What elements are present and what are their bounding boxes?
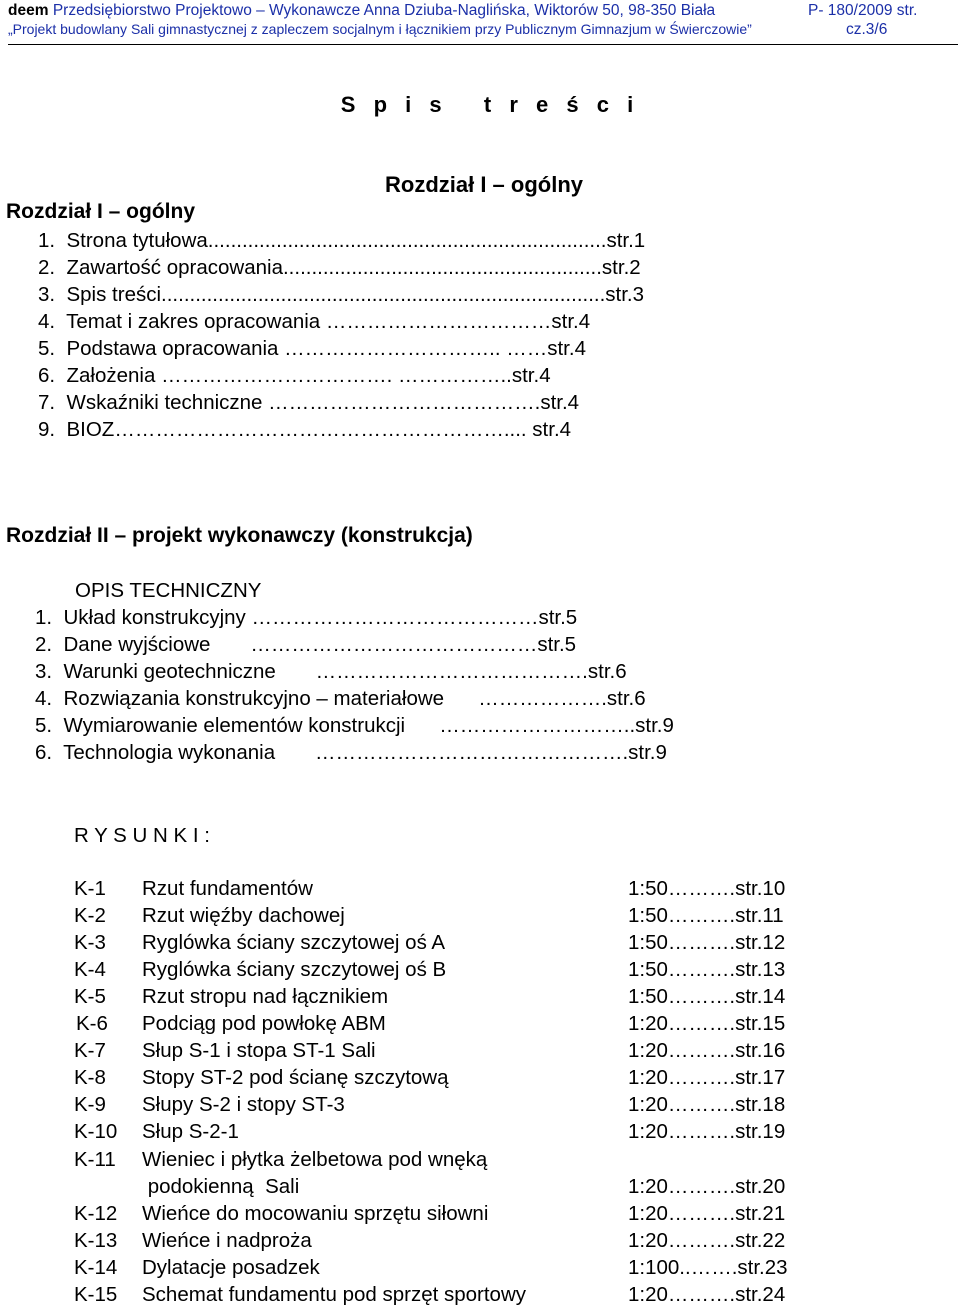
drawing-name: Rzut więźby dachowej xyxy=(142,904,345,927)
drawing-code: K-13 xyxy=(74,1229,118,1252)
chapter2-heading: Rozdział II – projekt wykonawczy (konstrukcja) xyxy=(6,524,473,547)
drawing-name: Słup S-2-1 xyxy=(142,1120,239,1143)
header-company xyxy=(8,2,715,20)
drawing-code: K-12 xyxy=(74,1202,118,1225)
drawing-scale-page: 1:20……….str.17 xyxy=(628,1066,786,1089)
drawing-scale-page: 1:50……….str.12 xyxy=(628,931,786,954)
drawing-name: Ryglówka ściany szczytowej oś A xyxy=(142,931,446,954)
project-number: P- 180/2009 str. xyxy=(808,2,918,19)
toc-item: 4. Rozwiązania konstrukcyjno – materiałowe ……………….str.6 xyxy=(35,687,646,710)
toc-item: 6. Założenia ……………………………. ……………..str.4 xyxy=(38,364,551,387)
drawing-code: K-11 xyxy=(74,1148,116,1171)
drawing-code: K-4 xyxy=(74,958,106,981)
drawings-heading: R Y S U N K I : xyxy=(74,824,210,847)
drawing-scale-page: 1:20……….str.22 xyxy=(628,1229,786,1252)
drawing-scale-page: 1:20……….str.21 xyxy=(628,1202,786,1225)
toc-item: 7. Wskaźniki techniczne ………………………………….str.4 xyxy=(38,391,580,414)
chapter1-heading: Rozdział I – ogólny xyxy=(6,200,196,223)
drawing-scale-page: 1:20……….str.15 xyxy=(628,1012,786,1035)
drawing-name: Stopy ST-2 pod ścianę szczytową xyxy=(142,1066,449,1089)
drawing-name: Wieńce i nadproża xyxy=(142,1229,312,1252)
drawing-name: Rzut stropu nad łącznikiem xyxy=(142,985,389,1008)
drawing-code: K-14 xyxy=(74,1256,118,1279)
drawing-code: K-10 xyxy=(74,1120,118,1143)
company-name: deem xyxy=(8,2,49,19)
opis-heading: OPIS TECHNICZNY xyxy=(75,579,262,602)
drawing-name: Słup S-1 i stopa ST-1 Sali xyxy=(142,1039,376,1062)
toc-item: 3. Spis treści..............................................................................str.3 xyxy=(38,283,645,306)
drawing-name: Słupy S-2 i stopy ST-3 xyxy=(142,1093,345,1116)
drawing-name: Podciąg pod powłokę ABM xyxy=(142,1012,386,1035)
drawing-scale-page: 1:50……….str.13 xyxy=(628,958,786,981)
drawing-name: Ryglówka ściany szczytowej oś B xyxy=(142,958,447,981)
drawing-code: K-3 xyxy=(74,931,106,954)
toc-item: 2. Dane wyjściowe ……………………………………str.5 xyxy=(35,633,577,656)
drawing-code: K-9 xyxy=(74,1093,106,1116)
toc-item: 4. Temat i zakres opracowania ……………………………str.4 xyxy=(38,310,591,333)
drawing-code: K-15 xyxy=(74,1283,118,1306)
drawing-code: K-8 xyxy=(74,1066,106,1089)
company-details: Przedsiębiorstwo Projektowo – Wykonawcze Anna Dziuba-Naglińska, Wiktorów 50, 98-350 Biała xyxy=(52,2,716,19)
toc-item: 1. Strona tytułowa......................................................................str.1 xyxy=(38,229,646,252)
drawing-scale-page: 1:50……….str.11 xyxy=(628,904,784,927)
toc-item: 2. Zawartość opracowania........................................................str.2 xyxy=(38,256,641,279)
toc-item: 5. Wymiarowanie elementów konstrukcji ………………………..str.9 xyxy=(35,714,674,737)
document-part: cz.3/6 xyxy=(846,21,888,38)
toc-item: 3. Warunki geotechniczne ………………………………….str.6 xyxy=(35,660,627,683)
drawing-code: K-1 xyxy=(74,877,106,900)
drawing-scale-page: 1:20……….str.16 xyxy=(628,1039,786,1062)
drawing-name: Dylatacje posadzek xyxy=(142,1256,320,1279)
drawing-name: Rzut fundamentów xyxy=(142,877,313,900)
drawing-code: K-7 xyxy=(74,1039,106,1062)
drawing-scale-page: 1:20……….str.20 xyxy=(628,1175,786,1198)
drawing-name: Wieniec i płytka żelbetowa pod wnęką xyxy=(142,1148,488,1171)
drawing-scale-page: 1:100..…….str.23 xyxy=(628,1256,788,1279)
toc-item: 9. BIOZ………………………………………………….... str.4 xyxy=(38,418,572,441)
drawing-code: K-2 xyxy=(74,904,106,927)
project-title: „Projekt budowlany Sali gimnastycznej z zapleczem socjalnym i łącznikiem przy Publicznym Gimnazjum w Świerczowie” xyxy=(8,21,752,37)
page-header xyxy=(8,0,958,45)
toc-item: 1. Układ konstrukcyjny ……………………………………str.5 xyxy=(35,606,578,629)
toc-item: 6. Technologia wykonania ……………………………………….str.9 xyxy=(35,741,667,764)
toc-item: 5. Podstawa opracowania ………………………….. ……str.4 xyxy=(38,337,586,360)
drawing-name: Schemat fundamentu pod sprzęt sportowy xyxy=(142,1283,527,1306)
page-title: S p i s t r e ś c i xyxy=(340,92,640,117)
drawing-name: podokienną Sali xyxy=(142,1175,300,1198)
drawing-scale-page: 1:50……….str.10 xyxy=(628,877,786,900)
drawing-name: Wieńce do mocowaniu sprzętu siłowni xyxy=(142,1202,489,1225)
drawing-code: K-5 xyxy=(74,985,106,1008)
drawing-scale-page: 1:20……….str.19 xyxy=(628,1120,786,1143)
drawing-code: K-6 xyxy=(76,1012,108,1035)
drawing-scale-page: 1:50……….str.14 xyxy=(628,985,786,1008)
chapter1-centered-heading: Rozdział I – ogólny xyxy=(385,172,584,197)
drawing-scale-page: 1:20……….str.24 xyxy=(628,1283,786,1306)
drawing-scale-page: 1:20……….str.18 xyxy=(628,1093,786,1116)
